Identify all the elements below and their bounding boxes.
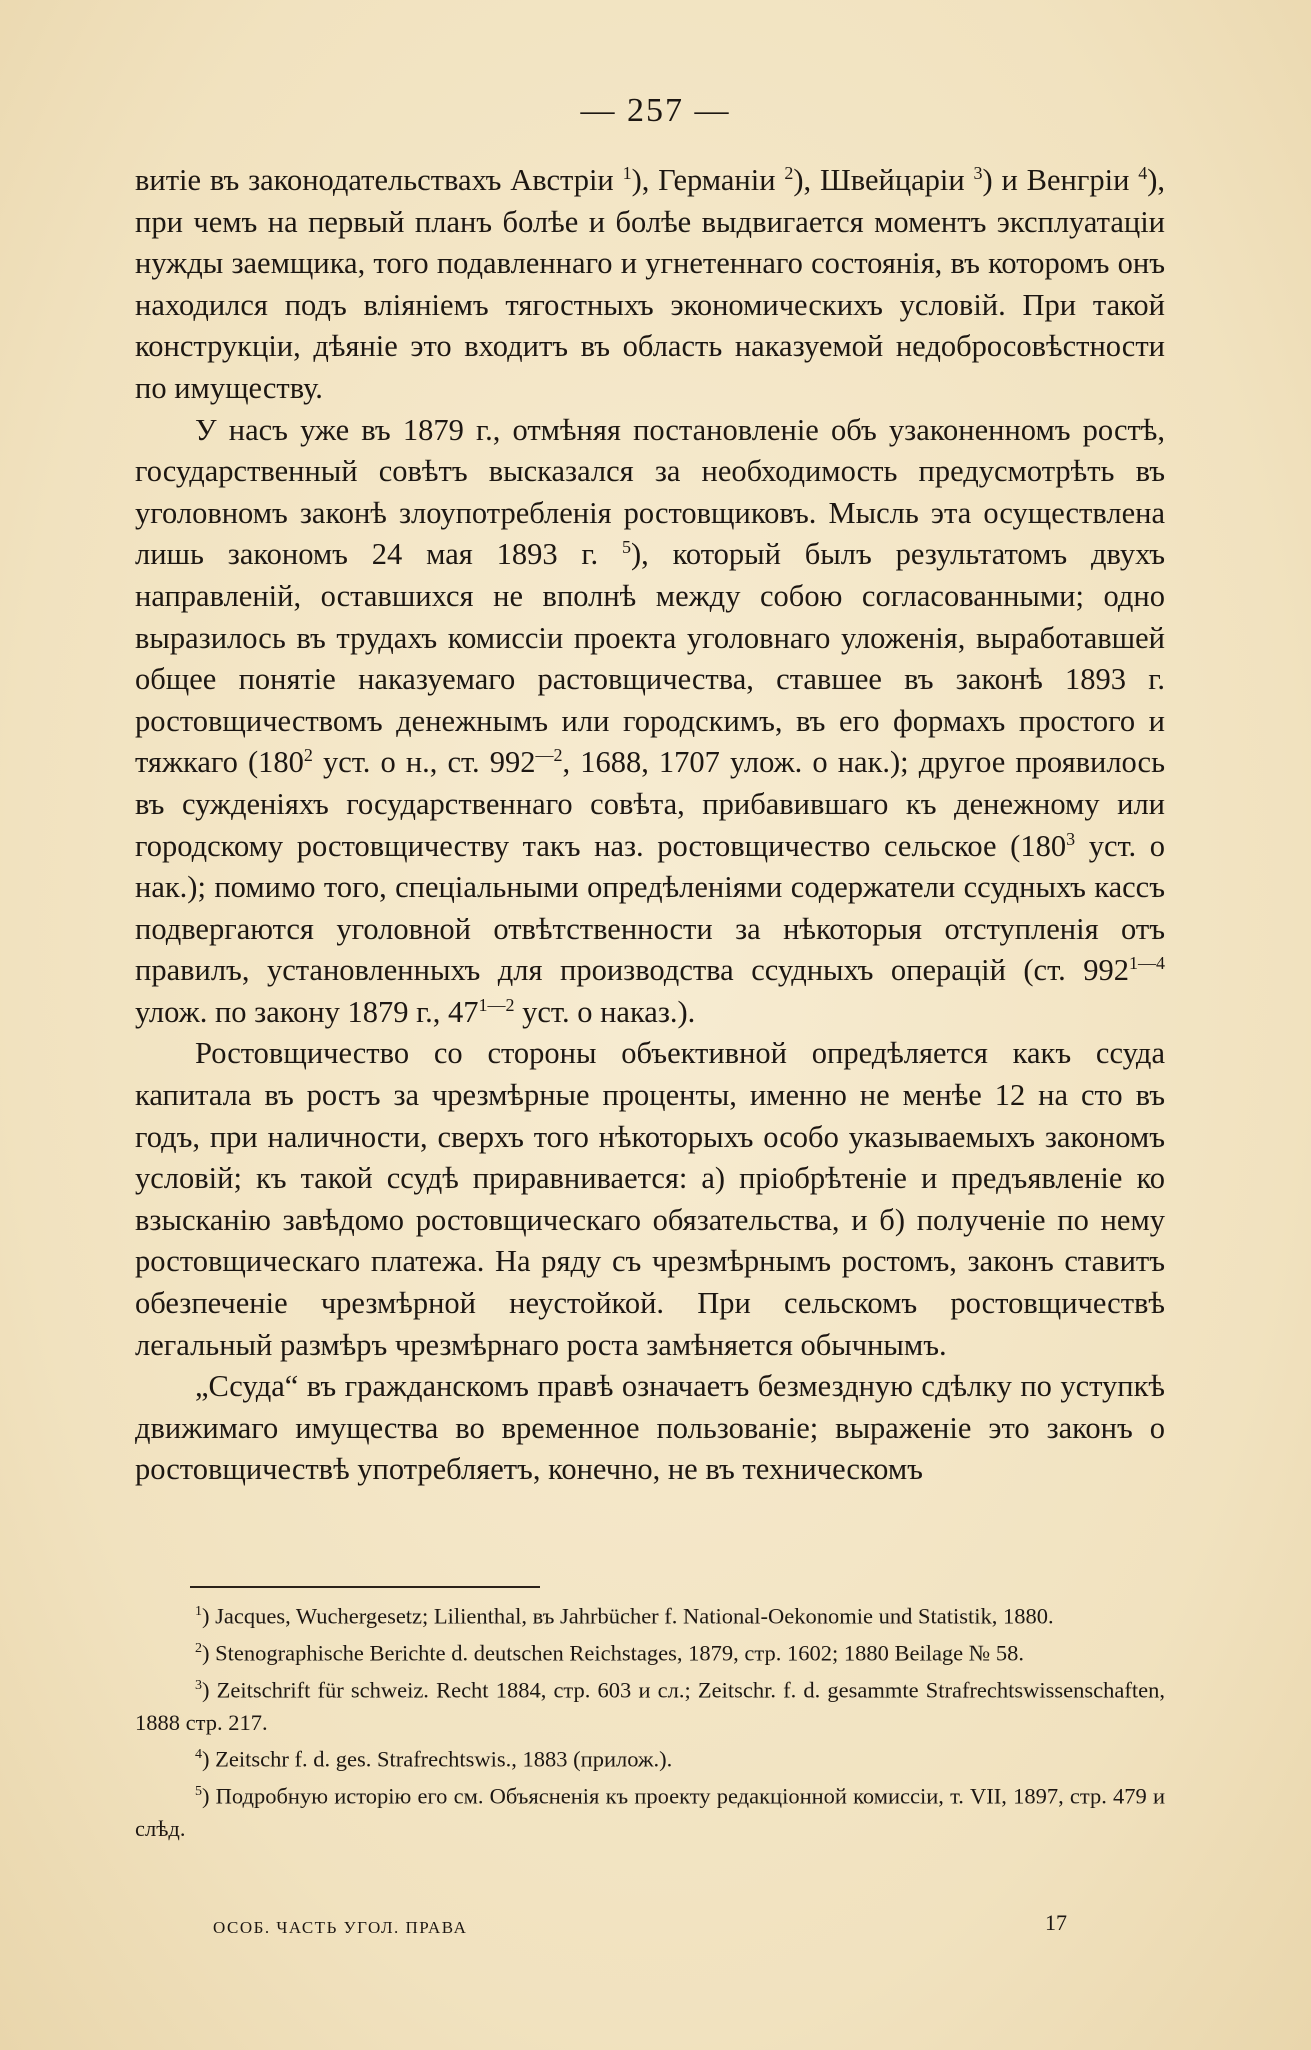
paragraph-text: ), Швейцаріи (793, 163, 974, 197)
paragraph-text: уст. о н., ст. 992 (312, 745, 536, 780)
paragraph-text: Ростовщичество со стороны объективной опредѣляется какъ ссуда капитала въ ростъ за чрезмѣрные проценты, именно не менѣе 12 на сто въ годъ, при наличности, сверхъ того нѣкоторыхъ особо указываемыхъ закономъ условій; къ такой ссудѣ приравнивается: а) пріобрѣтеніе и предъявленіе ко взысканію завѣдомо ростовщическаго обязательства, и б) полученіе по нему ростовщическаго платежа. На ряду съ чрезмѣрнымъ ростомъ, законъ ставитъ обезпеченіе чрезмѣрной неустойкой. При сельскомъ ростовщичествѣ легальный размѣръ чрезмѣрнаго роста замѣняется обычнымъ. (135, 1036, 1165, 1362)
paragraph-text: ), Германіи (631, 163, 785, 197)
paragraph-text: У насъ уже въ 1879 г., отмѣняя постановленіе объ узаконенномъ ростѣ, государственный совѣтъ высказался за необходимость предусмотрѣть въ уголовномъ законѣ злоупотребленія ростовщиковъ. Мысль эта осуществлена лишь закономъ 24 мая 1893 г. (135, 412, 1165, 572)
footnote-rule (190, 1586, 540, 1588)
footnote-number: 4 (195, 1747, 202, 1763)
paragraph-text: улож. по закону 1879 г., 47 (135, 994, 479, 1029)
paragraph-text: уст. о нак.); помимо того, спеціальными опредѣленіями содержатели ссудныхъ кассъ подвергаются уголовной отвѣтственности за нѣкоторыя отступленія отъ правилъ, установленныхъ для производства ссудныхъ операцій (ст. 992 (135, 828, 1165, 988)
paragraph (135, 160, 1165, 410)
paragraph (135, 410, 1165, 1034)
body-text (135, 160, 1165, 1491)
footnote (135, 1633, 1165, 1670)
sheet-number: 17 (1045, 1910, 1067, 1935)
page-number: — 257 — (580, 92, 731, 129)
footnote (135, 1739, 1165, 1776)
footnote-marker: 1—2 (478, 994, 515, 1015)
footnote-text: ) Stenographische Berichte d. deutschen Reichstages, 1879, стр. 1602; 1880 Beilage № 58. (202, 1640, 1025, 1666)
footnote-marker: 2 (784, 162, 794, 183)
footnote-marker: 4 (1138, 162, 1148, 183)
footnote-number: 2 (195, 1640, 202, 1656)
footnote-text: ) Jacques, Wuchergesetz; Lilienthal, въ Jahrbücher f. National-Oekonomie und Statistik, 1880. (202, 1603, 1054, 1629)
footnote-text: ) Zeitschrift für schweiz. Recht 1884, стр. 603 и сл.; Zeitschr. f. d. gesammte Strafrechtswissenschaften, 1888 стр. 217. (135, 1677, 1165, 1735)
footnote-text: ) Подробную исторію его см. Объясненія къ проекту редакціонной комиссіи, т. VII, 1897, стр. 479 и слѣд. (135, 1783, 1165, 1841)
paragraph-text: уст. о наказ.). (514, 994, 696, 1029)
footnote-number: 5 (195, 1784, 202, 1800)
footnote-marker: 2 (303, 745, 313, 766)
paragraph (135, 1366, 1165, 1491)
footnote-marker: 1 (622, 162, 632, 183)
paragraph (135, 1033, 1165, 1366)
footnote-number: 3 (195, 1677, 202, 1693)
paragraph-text: „Ссуда“ въ гражданскомъ правѣ означаетъ безмездную сдѣлку по уступкѣ движимаго имущества во временное пользованіе; выраженіе это законъ о ростовщичествѣ употребляетъ, конечно, не въ техническомъ (135, 1369, 1165, 1487)
footnote-number: 1 (195, 1604, 202, 1619)
paragraph-text: ) и Венгріи (982, 163, 1139, 197)
footnote-marker: 1—4 (1129, 953, 1165, 974)
footnote-marker: 5 (621, 537, 631, 558)
paragraph-text: витіе въ законодательствахъ Австріи (135, 163, 623, 197)
footnotes (135, 1596, 1165, 1845)
footnote (135, 1596, 1165, 1633)
paragraph-text: , 1688, 1707 улож. о нак.); другое проявилось въ сужденіяхъ государственнаго совѣта, прибавившаго къ денежному или городскому ростовщичеству такъ наз. ростовщичество сельское (180 (135, 745, 1165, 863)
footnote-marker: 3 (973, 162, 983, 183)
footnote (135, 1776, 1165, 1845)
footnote-marker: 3 (1066, 828, 1076, 849)
paragraph-text: ), при чемъ на первый планъ болѣе и болѣе выдвигается моментъ эксплуатаціи нужды заемщика, того подавленнаго и угнетеннаго состоянія, въ которомъ онъ находился подъ вліяніемъ тягостныхъ экономическихъ условій. При такой конструкціи, дѣяніе это входитъ въ область наказуемой недобросовѣстности по имуществу. (135, 163, 1165, 405)
paragraph-text: ), который былъ результатомъ двухъ направленій, оставшихся не вполнѣ между собою согласованными; одно выразилось въ трудахъ комиссіи проекта уголовнаго уложенія, выработавшей общее понятіе наказуемаго растовщичества, ставшее въ законѣ 1893 г. ростовщичествомъ денежнымъ или городскимъ, въ его формахъ простого и тяжкаго (180 (135, 537, 1165, 780)
printer-signature: ОСОБ. ЧАСТЬ УГОЛ. ПРАВА (213, 1918, 468, 1937)
footnote-marker: —2 (535, 745, 563, 766)
footnote (135, 1670, 1165, 1739)
footnote-text: ) Zeitschr f. d. ges. Strafrechtswis., 1883 (прилож.). (202, 1746, 673, 1772)
